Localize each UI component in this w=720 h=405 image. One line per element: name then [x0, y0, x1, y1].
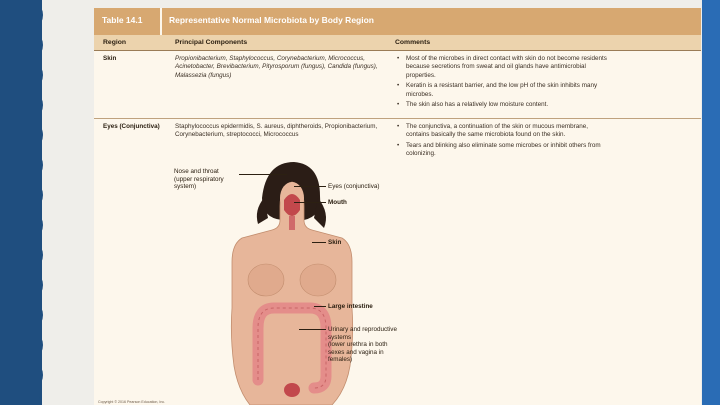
row-divider [94, 118, 701, 119]
title-separator [160, 8, 162, 35]
label-skin: Skin [328, 239, 342, 246]
textbook-figure-slide [94, 8, 701, 405]
header-components: Principal Components [175, 39, 248, 46]
label-large-intestine: Large intestine [328, 303, 373, 310]
comment-bullet: • The skin also has a relatively low moisture content. [397, 101, 609, 109]
comment-bullet: • Most of the microbes in direct contact with skin do not become residents because secretions from sweat and oil glands have antimicrobial properties. [397, 55, 609, 80]
leader-line [239, 174, 287, 175]
row-eyes-comments [397, 123, 609, 161]
label-title: Eyes [328, 183, 342, 190]
header-comments: Comments [395, 39, 431, 46]
leader-line [299, 329, 326, 330]
comment-bullet: • Keratin is a resistant barrier, and the low pH of the skin inhibits many microbes. [397, 82, 609, 99]
table-header-row [94, 35, 701, 51]
table-number: Table 14.1 [102, 15, 143, 25]
comment-bullet: • The conjunctiva, a continuation of the skin or mucous membrane, contains basically the same microbiota found on the skin. [397, 123, 609, 140]
label-urinary-reproductive [328, 326, 400, 364]
label-eyes [328, 183, 379, 191]
leader-line [294, 186, 326, 187]
label-subtitle: (upper respiratory system) [174, 175, 224, 191]
row-skin-components: Propionibacterium, Staphylococcus, Corynebacterium, Micrococcus, Acinetobacter, Brevibacterium, Pityrosporum (fungus), Candida (fungus), Malassezia (fungus) [175, 55, 378, 79]
comment-bullet: • Tears and blinking also eliminate some microbes or inhibit others from colonizing. [397, 142, 609, 159]
left-scallop-edge [30, 0, 52, 405]
leader-line [312, 242, 326, 243]
row-eyes-region: Eyes (Conjunctiva) [103, 123, 160, 130]
copyright-credit: Copyright © 2016 Pearson Education, Inc. [98, 400, 166, 404]
body-microbiota-illustration [154, 158, 484, 405]
table-title-bar [94, 8, 701, 35]
label-title: Nose and throat [174, 168, 219, 175]
right-decorative-band [702, 0, 720, 405]
label-title: Urinary and reproductive systems [328, 326, 397, 341]
row-eyes-components: Staphylococcus epidermidis, S. aureus, diphtheroids, Propionibacterium, Corynebacterium, streptococci, Micrococcus [175, 123, 378, 139]
table-title: Representative Normal Microbiota by Body Region [169, 15, 374, 25]
label-subtitle: (lower urethra in both sexes and vagina in females) [328, 341, 388, 364]
row-skin-comments [397, 55, 609, 111]
leader-line [314, 306, 326, 307]
header-region: Region [103, 39, 127, 46]
leader-line [294, 202, 326, 203]
label-nose-throat [174, 168, 244, 191]
label-subtitle: (conjunctiva) [343, 183, 380, 190]
label-mouth: Mouth [328, 199, 347, 206]
row-skin-region: Skin [103, 55, 117, 62]
